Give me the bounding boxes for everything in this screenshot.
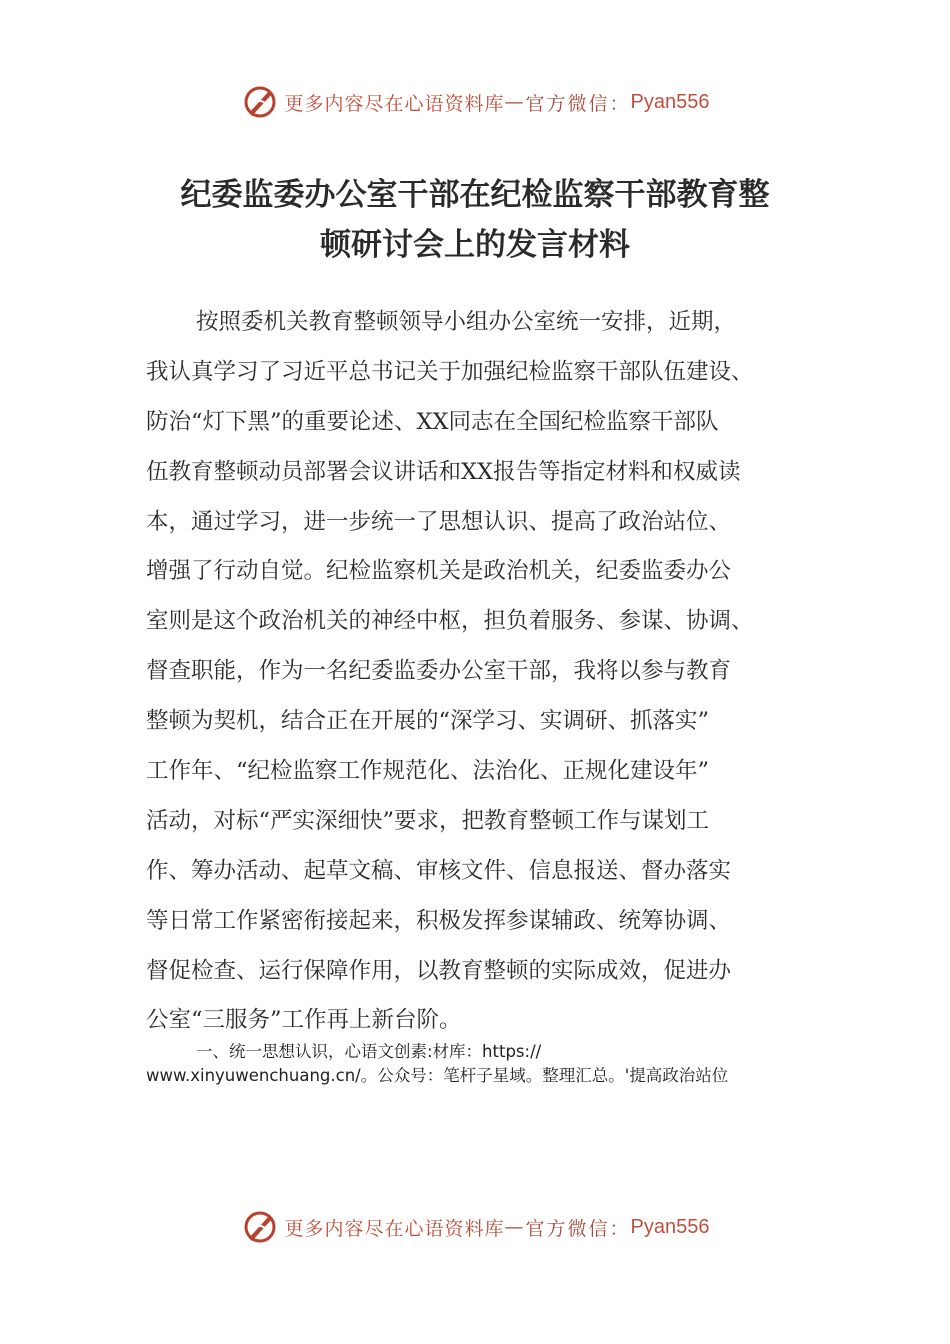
body-line: 活动，对标“严实深细快”要求，把教育整顿工作与谋划工 bbox=[146, 807, 710, 834]
pen-logo-icon bbox=[241, 85, 279, 119]
footer-banner bbox=[0, 1210, 950, 1244]
banner-wechat-id: Pyan556 bbox=[630, 90, 710, 113]
pen-logo-icon bbox=[241, 1210, 279, 1244]
banner-wechat-id: Pyan556 bbox=[630, 1215, 710, 1238]
body-line: 公室“三服务”工作再上新台阶。 bbox=[146, 1007, 462, 1034]
body-line: 作、筹办活动、起草文稿、审核文件、信息报送、督办落实 bbox=[146, 857, 732, 884]
body-line: 整顿为契机，结合正在开展的“深学习、实调研、抓落实” bbox=[146, 708, 710, 735]
body-line: 按照委机关教育整顿领导小组办公室统一安排，近期， bbox=[196, 309, 737, 335]
body-line: 工作年、“纪检监察工作规范化、法治化、正规化建设年” bbox=[146, 758, 710, 785]
title-line: 纪委监委办公室干部在纪检监察干部教育整 bbox=[180, 177, 770, 213]
body-line: 室则是这个政治机关的神经中枢，担负着服务、参谋、协调、 bbox=[146, 608, 754, 635]
banner-brand-text: 更多内容尽在心语资料库 bbox=[284, 1217, 505, 1240]
header-banner bbox=[0, 85, 950, 119]
banner-dash: — bbox=[504, 91, 526, 113]
body-line: 等日常工作紧密衔接起来，积极发挥参谋辅政、统筹协调、 bbox=[146, 907, 732, 934]
body-line: 防治“灯下黑”的重要论述、XX同志在全国纪检监察干部队 bbox=[146, 408, 719, 435]
body-line: 督促检查、运行保障作用，以教育整顿的实际成效，促进办 bbox=[146, 957, 732, 984]
note-line: 一、统一思想认识，心语文创素:材库：https:// bbox=[196, 1042, 542, 1061]
banner-wechat-label: 官方微信： bbox=[525, 92, 631, 115]
section-note bbox=[146, 1040, 806, 1088]
body-line: 伍教育整顿动员部署会议讲话和XX报告等指定材料和权威读 bbox=[146, 458, 741, 485]
title-line: 顿研讨会上的发言材料 bbox=[320, 227, 630, 263]
note-line: www.xinyuwenchuang.cn/。公众号：笔杆子星域。整理汇总。'提高政治站位 bbox=[146, 1066, 729, 1085]
body-line: 督查职能，作为一名纪委监委办公室干部，我将以参与教育 bbox=[146, 658, 732, 685]
body-line: 本，通过学习，进一步统一了思想认识、提高了政治站位、 bbox=[146, 508, 732, 535]
body-paragraph bbox=[146, 298, 808, 1046]
banner-dash: — bbox=[504, 1216, 526, 1238]
banner-brand-text: 更多内容尽在心语资料库 bbox=[284, 92, 505, 115]
banner-wechat-label: 官方微信： bbox=[525, 1217, 631, 1240]
document-title bbox=[140, 170, 810, 270]
body-line: 增强了行动自觉。纪检监察机关是政治机关，纪委监委办公 bbox=[146, 558, 732, 585]
body-line: 我认真学习了习近平总书记关于加强纪检监察干部队伍建设、 bbox=[146, 358, 754, 385]
